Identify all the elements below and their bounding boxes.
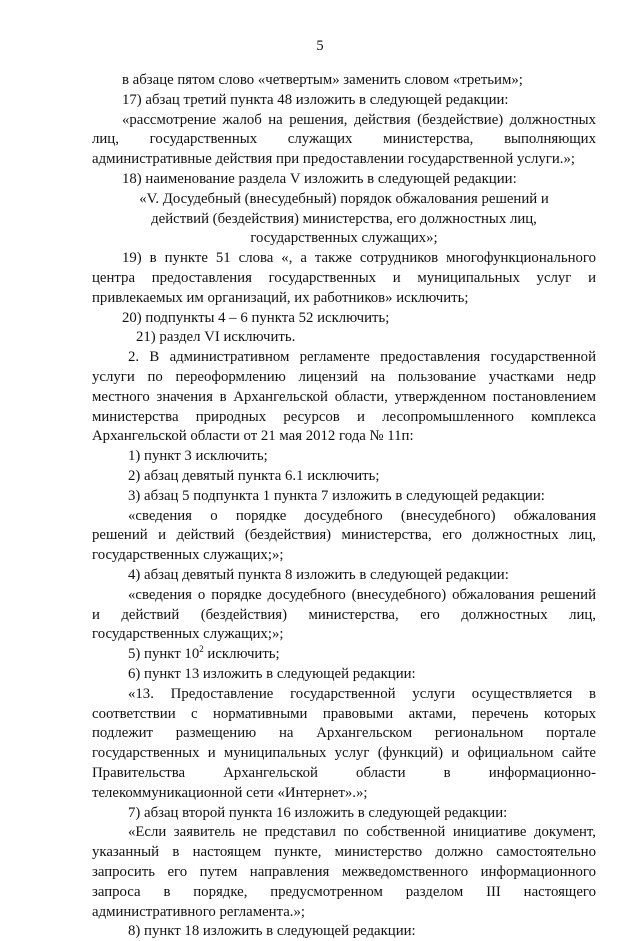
text-line: соответствии с нормативными правовыми актами, перечень которых: [92, 705, 596, 722]
text-line: «сведения о порядке досудебного (внесудебного) обжалования решений: [128, 586, 596, 603]
text-line: 1) пункт 3 исключить;: [128, 448, 268, 465]
text-line: государственных и муниципальных услуг (функций) и официальном сайте: [92, 745, 596, 762]
text-line: 3) абзац 5 подпункта 1 пункта 7 изложить в следующей редакции:: [128, 487, 545, 504]
text-line: «V. Досудебный (внесудебный) порядок обжалования решений и: [139, 190, 549, 207]
text-line: «сведения о порядке досудебного (внесудебного) обжалования: [128, 507, 596, 524]
text-line: 2) абзац девятый пункта 6.1 исключить;: [128, 468, 380, 484]
text-line: 4) абзац девятый пункта 8 изложить в следующей редакции:: [128, 567, 509, 583]
page-number: 5: [316, 38, 324, 54]
text-line: запросить его путем направления межведомственного информационного: [92, 864, 596, 880]
text-line: Правительства Архангельской области в информационно-: [92, 765, 596, 781]
text-line: лиц, государственных служащих министерства, выполняющих: [92, 131, 596, 148]
text-line: телекоммуникационной сети «Интернет».»;: [92, 784, 368, 801]
text-line: и действий (бездействия) министерства, его должностных лиц,: [92, 606, 596, 623]
text-line: 19) в пункте 51 слова «, а также сотрудников многофункционального: [122, 250, 596, 267]
text-line: действий (бездействия) министерства, его должностных лиц,: [151, 210, 537, 227]
text-line: центра предоставления государственных и муниципальных услуг и: [92, 270, 596, 286]
text-line: 7) абзац второй пункта 16 изложить в следующей редакции:: [128, 804, 508, 821]
text-line: решений и действий (бездействия) министерства, его должностных лиц,: [92, 527, 596, 544]
text-line: 6) пункт 13 изложить в следующей редакции:: [128, 666, 416, 682]
text-line: в абзаце пятом слово «четвертым» заменить словом «третьим»;: [122, 72, 523, 88]
text-line: привлекаемых им организаций, их работников» исключить;: [92, 289, 469, 306]
text-line: административные действия при предоставлении государственной услуги.»;: [92, 151, 575, 168]
text-line: указанный в настоящем пункте, министерство должно самостоятельно: [92, 844, 596, 861]
text-line: «13. Предоставление государственной услуги осуществляется в: [128, 685, 596, 702]
text-line: 8) пункт 18 изложить в следующей редакции:: [128, 923, 416, 940]
text-line: подлежит размещению на Архангельском региональном портале: [92, 725, 596, 742]
text-line: 2. В административном регламенте предоставления государственной: [128, 349, 596, 366]
text-line: министерства природных ресурсов и лесопромышленного комплекса: [92, 408, 596, 425]
text-line: 20) подпункты 4 – 6 пункта 52 исключить;: [122, 309, 390, 326]
text-line: «рассмотрение жалоб на решения, действия (бездействие) должностных: [122, 111, 596, 128]
superscript: 2: [199, 644, 204, 655]
text-line: 5) пункт $10^2$ исключить;: [128, 644, 280, 663]
text-line: услуги по переоформлению лицензий на пользование участками недр: [92, 369, 596, 385]
text-line: государственных служащих»;: [250, 230, 438, 247]
text-line: 17) абзац третий пункта 48 изложить в следующей редакции:: [122, 91, 509, 108]
text-line: государственных служащих;»;: [92, 626, 284, 643]
text-line: «Если заявитель не представил по собственной инициативе документ,: [128, 824, 596, 841]
text-line: запроса в порядке, предусмотренном разделом III настоящего: [92, 883, 596, 900]
text-line: административного регламента.»;: [92, 903, 306, 920]
text-line: 21) раздел VI исключить.: [136, 329, 296, 346]
text-line: местного значения в Архангельской области, утвержденном постановлением: [92, 388, 596, 405]
text-line: государственных служащих;»;: [92, 547, 284, 564]
text-line: 18) наименование раздела V изложить в следующей редакции:: [122, 171, 517, 187]
text-line: Архангельской области от 21 мая 2012 года № 11п:: [92, 428, 414, 445]
